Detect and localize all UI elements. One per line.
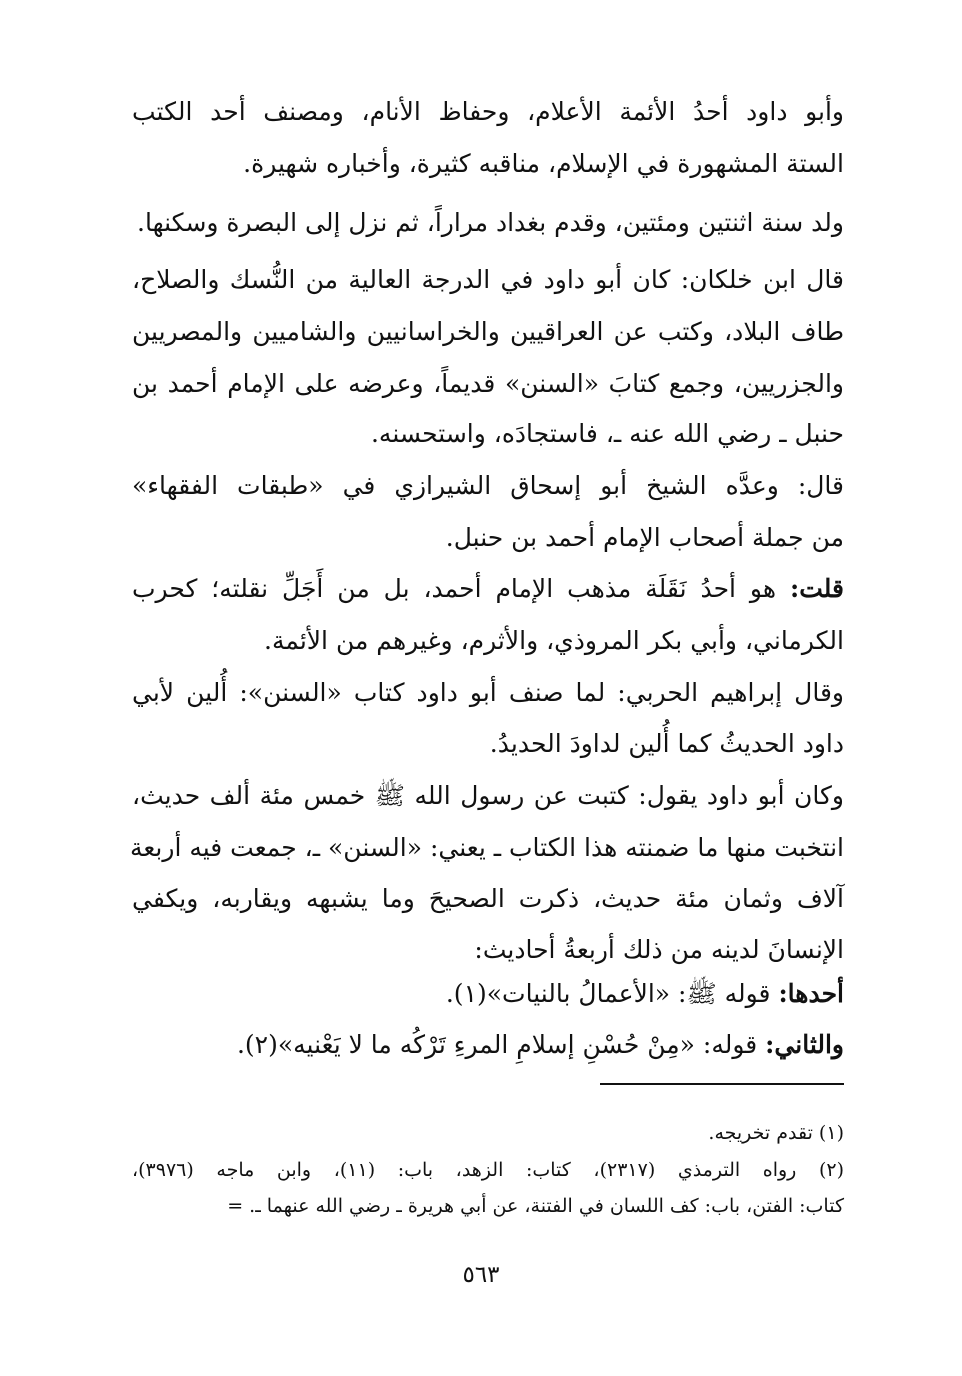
bold-lead-al-thani: والثاني: <box>765 1030 844 1059</box>
body-line-text: هو أحدُ نَقَلَة مذهب الإمام أحمد، بل من أَجَلِّ نقلته؛ كحرب <box>132 574 777 603</box>
footnote: (١) تقدم تخريجه. <box>708 1122 844 1144</box>
body-line: وكان أبو داود يقول: كتبت عن رسول الله ﷺ خمس مئة ألف حديث، <box>132 781 844 810</box>
footnote-separator <box>600 1083 844 1085</box>
body-line: آلاف وثمان مئة حديث، ذكرت الصحيحَ وما يشبهه ويقاربه، ويكفي <box>132 884 844 913</box>
body-line-text: قوله ﷺ: «الأعمالُ بالنيات»(١). <box>445 979 771 1008</box>
body-line: طاف البلاد، وكتب عن العراقيين والخراسانيين والشاميين والمصريين <box>132 317 844 346</box>
body-line <box>132 974 844 1014</box>
body-line: والجزريين، وجمع كتابَ «السنن» قديماً، وعرضه على الإمام أحمد بن <box>132 369 844 398</box>
footnote: (٢) رواه الترمذي (٢٣١٧)، كتاب: الزهد، باب: (١١)، وابن ماجه (٣٩٧٦)، <box>132 1159 844 1181</box>
page-number: ٥٦٣ <box>462 1262 500 1288</box>
body-line: داود الحديثُ كما أُلين لداودَ الحديدُ. <box>489 729 844 758</box>
body-line: من جملة أصحاب الإمام أحمد بن حنبل. <box>445 523 844 552</box>
body-line: الإنسانَ لدينه من ذلك أربعةُ أحاديث: <box>474 935 844 964</box>
bold-lead-ahaduha: أحدها: <box>778 979 844 1008</box>
body-line: حنبل ـ رضي الله عنه ـ، فاستجادَه، واستحسنه. <box>370 419 844 448</box>
body-line <box>132 1025 844 1065</box>
body-line: قال: وعدَّه الشيخ أبو إسحاق الشيرازي في «طبقات الفقهاء» <box>132 471 844 500</box>
body-line: الكرماني، وأبي بكر المروذي، والأثرم، وغيرهم من الأئمة. <box>264 626 844 655</box>
body-line: وأبو داود أحدُ الأئمة الأعلام، وحفاظ الأنام، ومصنف أحد الكتب <box>132 97 845 126</box>
body-line-text: قوله: «مِنْ حُسْنِ إسلامِ المرءِ تَرْكُه ما لا يَعْنيه»(٢). <box>236 1030 758 1059</box>
body-line <box>132 569 844 609</box>
body-line: ولد سنة اثنتين ومئتين، وقدم بغداد مراراً، ثم نزل إلى البصرة وسكنها. <box>137 208 844 237</box>
bold-lead-qultu: قلت: <box>789 574 844 603</box>
body-line: وقال إبراهيم الحربي: لما صنف أبو داود كتاب «السنن»: أُلين لأبي <box>132 678 844 707</box>
footnote: كتاب: الفتن، باب: كف اللسان في الفتنة، عن أبي هريرة ـ رضي الله عنهما ـ. = <box>227 1195 844 1217</box>
body-line: الستة المشهورة في الإسلام، مناقبه كثيرة، وأخباره شهيرة. <box>243 149 844 178</box>
body-line: قال ابن خلكان: كان أبو داود في الدرجة العالية من النُّسك والصلاح، <box>132 265 844 294</box>
body-line: انتخبت منها ما ضمنته هذا الكتاب ـ يعني: «السنن» ـ، جمعت فيه أربعة <box>129 833 844 862</box>
